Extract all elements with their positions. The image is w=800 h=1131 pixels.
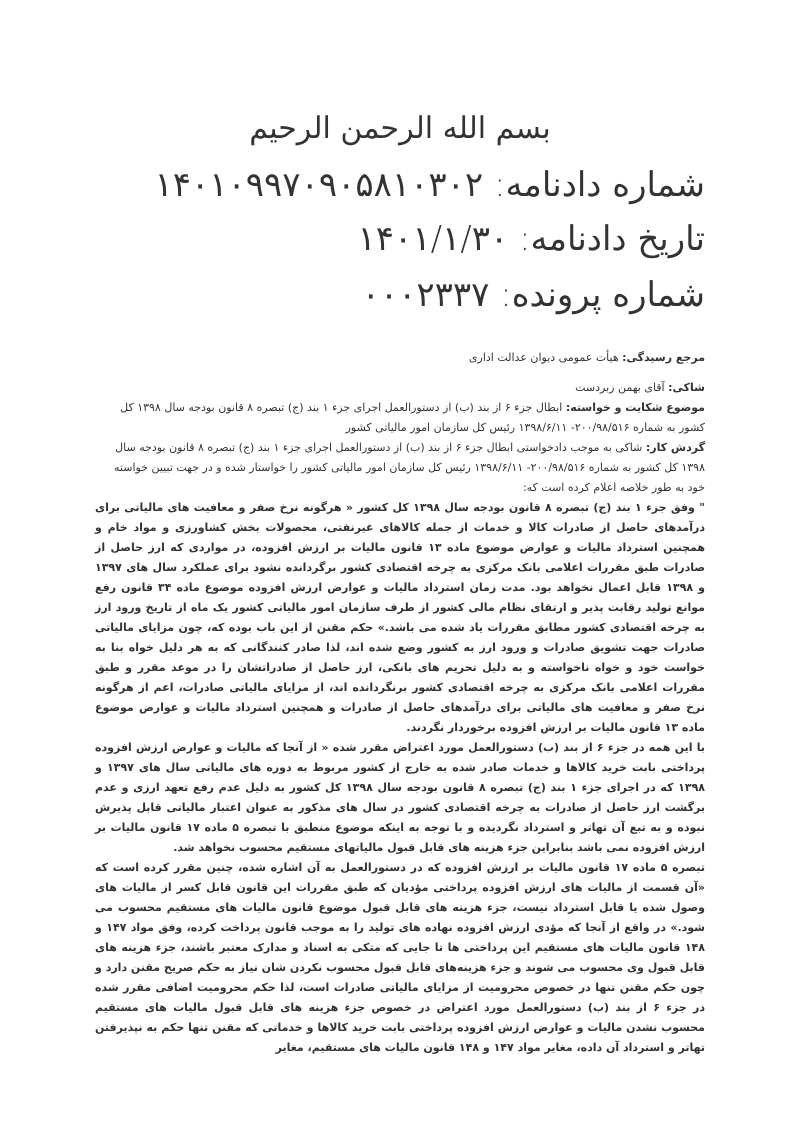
subject-label: موضوع شکایت و خواسته: xyxy=(565,401,705,414)
subject-value: ابطال جزء ۶ از بند (ب) از دستورالعمل اجرای جزء ۱ بند (ج) تبصره ۸ قانون بودجه سال ۱۳۹۸ کل کشور به شماره ۲۰۰/۹۸/۵۱۶- ۱۳۹۸/۶/۱۱ رئیس کل سازمان امور مالیاتی کشور xyxy=(120,401,705,434)
body-paragraph-3: تبصره ۵ ماده ۱۷ قانون مالیات بر ارزش افزوده که در دستورالعمل به آن اشاره شده، چنین مقرر کرده است که «آن قسمت از مالیات های ارزش افزوده پرداختی مؤدیان که طبق مقررات این قانون قابل کسر از مالیات های وصول شده یا قابل استرداد نیست، جزء هزینه های قابل قبول موضوع قانون مالیات های مستقیم محسوب می شود.» در واقع از آنجا که مؤدی ارزش افزوده نهاده های تولید را به موجب قانون پرداخت کرده، وفق مواد ۱۴۷ و ۱۴۸ قانون مالیات های مستقیم این پرداختی ها تا جایی که متکی به اسناد و مدارک معتبر باشند، جزء هزینه های قابل قبول وی محسوب می شوند و جزء هزینه‌های قابل قبول محسوب نکردن شان نیاز به حکم صریح مقنن دارد و چون حکم مقنن تنها در خصوص محرومیت از مزایای مالیاتی صادرات است، لذا حکم محرومیت اضافی مقرر شده در جزء ۶ از بند (ب) دستورالعمل مورد اعتراض در خصوص جزء هزینه های قابل قبول مالیات های مستقیم محسوب نشدن مالیات و عوارض ارزش افزوده پرداختی بابت خرید کالاها و خدماتی که مقنن تنها حکم به نپذیرفتن تهاتر و استرداد آن داده، مغایر مواد ۱۴۷ و ۱۴۸ قانون مالیات های مستقیم، مغایر xyxy=(95,861,706,1054)
reference-authority xyxy=(95,348,705,368)
body-paragraph-2: با این همه در جزء ۶ از بند (ب) دستورالعمل مورد اعتراض مقرر شده « از آنجا که مالیات و عوارض ارزش افزوده پرداختی بابت خرید کالاها و خدمات صادر شده به خارج از کشور مربوط به دوره های مالیاتی سال های ۱۳۹۷ و ۱۳۹۸ که در اجرای جزء ۱ بند (ج) تبصره ۸ قانون بودجه سال ۱۳۹۸ کل کشور به دلیل عدم رفع تعهد ارزی و عدم برگشت ارز حاصل از صادرات به چرخه اقتصادی کشور در سال های مذکور به عنوان اعتبار مالیاتی قابل پذیرش نبوده و به تبع آن تهاتر و استرداد نگردیده و با توجه به اینکه موضوع منطبق با تبصره ۵ ماده ۱۷ قانون مالیات بر ارزش افزوده نمی باشد بنابراین جزء هزینه های قابل قبول مالیاتهای مستقیم محسوب نخواهد شد. xyxy=(95,741,706,854)
dadname-date-label: تاریخ دادنامه: xyxy=(519,219,705,259)
complainant xyxy=(95,378,705,398)
complainant-label: شاکی: xyxy=(668,381,705,394)
process-section xyxy=(95,438,705,498)
case-number: ۰۰۰۲۳۳۷ xyxy=(361,275,490,315)
dadname-date-line xyxy=(95,219,705,278)
dadname-number-line xyxy=(95,165,705,222)
case-number-label: شماره پرونده: xyxy=(500,275,705,315)
body-paragraph-1: " وفق جزء ۱ بند (ج) تبصره ۸ قانون بودجه سال ۱۳۹۸ کل کشور « هرگونه نرخ صفر و معافیت های مالیاتی برای درآمدهای حاصل از صادرات کالا و خدمات از جمله کالاهای غیرنفتی، محصولات بخش کشاورزی و مواد خام و همچنین استرداد مالیات و عوارض موضوع ماده ۱۳ قانون مالیات بر ارزش افزوده، در مواردی که ارز حاصل از صادرات طبق مقررات اعلامی بانک مرکزی به چرخه اقتصادی کشور برگردانده نشود برای عملکرد سال های ۱۳۹۷ و ۱۳۹۸ قابل اعمال نخواهد بود. مدت زمان استرداد مالیات و عوارض ارزش افزوده موضوع ماده ۳۴ قانون رفع موانع تولید رقابت پذیر و ارتقای نظام مالی کشور از طرف سازمان امور مالیاتی کشور یک ماه از تاریخ ورود ارز به چرخه اقتصادی کشور مطابق مقررات یاد شده می باشد.» حکم مقنن از این باب بوده که، چون مزایای مالیاتی صادرات جهت تشویق صادرات و ورود ارز به کشور وضع شده اند، لذا صادر کنندگانی که به هر دلیل خواه بنا به خواست خود و خواه ناخواسته و به دلیل تحریم های بانکی، ارز حاصل از صادراتشان را در موعد مقرر و طبق مقررات اعلامی بانک مرکزی به چرخه اقتصادی کشور برنگردانده اند، از مزایای مالیاتی صادرات، اعم از هرگونه نرخ صفر و معافیت های مالیاتی برای درآمدهای حاصل از صادرات و همچنین استرداد مالیات و عوارض موضوع ماده ۱۳ قانون مالیات بر ارزش افزوده برخوردار نگردند. xyxy=(95,501,705,734)
dadname-date: ۱۴۰۱/۱/۳۰ xyxy=(357,219,509,259)
document-page xyxy=(95,100,705,1058)
complaint-subject xyxy=(95,398,705,438)
ref-label: مرجع رسیدگی: xyxy=(622,351,705,364)
dadname-number-label: شماره دادنامه: xyxy=(494,165,705,205)
bismillah-heading: بسم الله الرحمن الرحیم xyxy=(249,111,551,146)
case-number-line xyxy=(95,275,705,334)
process-value: شاکی به موجب دادخواستی ابطال جزء ۶ از بند (ب) از دستورالعمل اجرای جزء ۱ بند (ج) تبصره ۸ قانون بودجه سال ۱۳۹۸ کل کشور به شماره ۲۰۰/۹۸/۵۱۶- ۱۳۹۸/۶/۱۱ رئیس کل سازمان امور مالیاتی کشور را خواستار شده و در جهت تبیین خواسته خود به طور خلاصه اعلام کرده است که: xyxy=(114,441,705,494)
dadname-number: ۱۴۰۱۰۹۹۷۰۹۰۵۸۱۰۳۰۲ xyxy=(154,165,484,205)
process-label: گردش کار: xyxy=(645,441,705,454)
ref-value: هیأت عمومی دیوان عدالت اداری xyxy=(468,351,619,364)
complainant-value: آقای بهمن زبردست xyxy=(575,381,665,394)
